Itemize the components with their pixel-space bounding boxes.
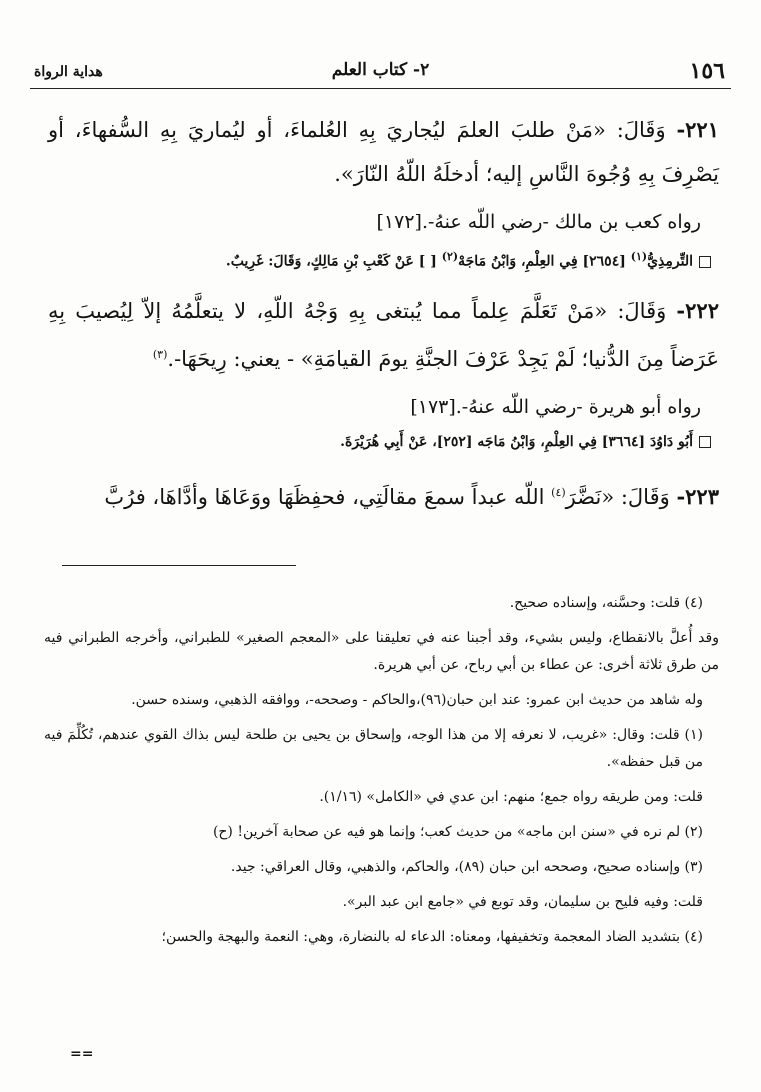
- square-icon: [699, 436, 711, 448]
- footnote-ref: (٢): [441, 250, 459, 263]
- footnote: وله شاهد من حديث ابن عمرو: عند ابن حبان(٩٦)،والحاكم - وصححه-، ووافقه الذهبي، وسنده حسن.: [131, 692, 703, 708]
- footnote: (٤) بتشديد الضاد المعجمة وتخفيفها، ومعناه: الدعاء له بالنضارة، وهي: النعمة والبهجة والحسن؛: [161, 929, 703, 945]
- footnote-separator: [62, 565, 296, 566]
- hadith-number: ٢٢٣-: [676, 483, 719, 509]
- chapter-title: ٢- كتاب العلم: [331, 60, 430, 80]
- hadith-text: وَقَالَ: «مَنْ طلبَ العلمَ ليُجاريَ بِهِ العُلماءَ، أو ليُماريَ بِهِ السُّفهاءَ، أو يَصْرِفَ بِهِ وُجُوهَ النَّاسِ إليه؛ أدخلَهُ اللّهُ النّارَ».: [48, 118, 719, 186]
- hadith-source: رواه كعب بن مالك -رضي اللّه عنهُ-.[١٧٢]: [376, 211, 701, 233]
- footnotes: [44, 590, 719, 959]
- hadith-text: اللّه عبداً سمعَ مقالَتِي، فحفِظَهَا ووَعَاهَا وأدَّاهَا، فرُبَّ: [104, 484, 545, 509]
- footnote: قلت: وفيه فليح بن سليمان، وقد توبع في «جامع ابن عبد البر».: [342, 894, 703, 910]
- hadith-222: [48, 289, 719, 381]
- takhrij-line: التِّرمِذِيُّ$^{(١)}$ [٢٦٥٤] فِي العِلْمِ، وَابْنُ مَاجَهْ$^{(٢)}$ [ ] عَنْ كَعْبِ بْنِ مَالِكٍ، وَقَالَ: غَرِيبٌ.: [48, 244, 711, 275]
- main-text: [48, 108, 719, 519]
- footnote: وقد أُعلَّ بالانقطاع، وليس بشيء، وقد أجبنا عنه في تعليقنا على «المعجم الصغير» للطبراني، وأخرجه الطبراني فيه من طرق ثلاثة أخرى: عن عطاء بن أبي رباح، عن أبي هريرة.: [44, 630, 719, 673]
- hadith-number: ٢٢٢-: [676, 297, 719, 323]
- footnote-ref: (٤): [551, 485, 566, 499]
- book-title: هداية الرواة: [34, 64, 103, 80]
- footnote: (٣) وإسناده صحيح، وصححه ابن حبان (٨٩)، والحاكم، والذهبي، وقال العراقي: جيد.: [230, 859, 703, 875]
- square-icon: [699, 256, 711, 268]
- page-number: ١٥٦: [689, 58, 725, 84]
- footnote: (٢) لم نره في «سنن ابن ماجه» من حديث كعب؛ وإنما هو فيه عن صحابة آخرين! (ح): [212, 824, 703, 840]
- footnote: (١) قلت: وقال: «غريب، لا نعرفه إلا من هذا الوجه، وإسحاق بن يحيى بن طلحة ليس بذاك القوي عندهم، تُكُلِّمَ فيه من قبل حفظه».: [44, 727, 703, 770]
- hadith-number: ٢٢١-: [676, 117, 719, 142]
- hadith-source: رواه أبو هريرة -رضي اللّه عنهُ-.[١٧٣]: [410, 395, 701, 418]
- footnote-ref: (١): [630, 250, 648, 263]
- header-rule: [30, 88, 731, 89]
- hadith-text: وَقَالَ: «نَضَّرَ: [565, 484, 670, 509]
- footnote: (٤) قلت: وحسَّنه، وإسناده صحيح.: [509, 595, 703, 611]
- page-header: [30, 58, 731, 88]
- hadith-text: وَقَالَ: «مَنْ تَعَلَّمَ عِلماً مما يُبتغى بِهِ وَجْهُ اللّهِ، لا يتعلَّمُهُ إلاّ لِيُصيبَ بِهِ عَرَضاً مِنَ الدُّنيا؛ لَمْ يَجِدْ عَرْفَ الجنَّةِ يومَ القيامَةِ» - يعني: رِيحَهَا-.: [48, 298, 719, 371]
- hadith-223: [48, 471, 719, 519]
- hadith-221: [48, 108, 719, 196]
- footnote-ref: (٣): [152, 347, 168, 361]
- footnote: قلت: ومن طريقه رواه جمع؛ منهم: ابن عدي في «الكامل» (١/١٦).: [319, 789, 703, 805]
- continuation-mark: ==: [70, 1046, 94, 1062]
- takhrij-line: أَبُو دَاوُدَ [٣٦٦٤] فِي العِلْمِ، وَابْنُ مَاجَه [٢٥٢]، عَنْ أَبِي هُرَيْرَةَ.: [48, 429, 711, 455]
